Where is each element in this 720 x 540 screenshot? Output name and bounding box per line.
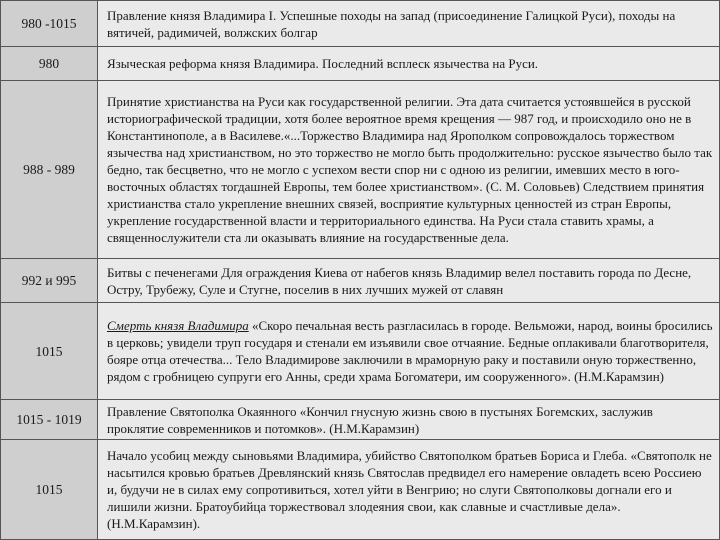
event-cell xyxy=(98,303,720,400)
date-cell: 992 и 995 xyxy=(1,259,98,303)
table-row xyxy=(1,1,720,47)
table-row xyxy=(1,81,720,259)
date-cell: 980 xyxy=(1,47,98,81)
date-cell: 980 -1015 xyxy=(1,1,98,47)
date-cell: 1015 xyxy=(1,303,98,400)
date-cell: 1015 xyxy=(1,440,98,540)
event-cell: Битвы с печенегами Для ограждения Киева от набегов князь Владимир велел поставить города по Десне, Остру, Трубежу, Суле и Стугне, поселив в них лучших мужей от славян xyxy=(98,259,720,303)
table-row xyxy=(1,47,720,81)
table-row xyxy=(1,400,720,440)
date-cell: 1015 - 1019 xyxy=(1,400,98,440)
event-text: «Скоро печальная весть разгласилась в городе. Вельможи, народ, воины бросились в церковь; увидели труп государя и стенали ем изъявили свое отчаяние. Бедные оплакивали благотворителя, бояре отца отечества... Тело Владимирове заключили в мраморную раку и поставили оную торжественно, рядом с гробницею супруги его Анны, среди храма Богоматери, им сооруженного». (Н.М.Карамзин) xyxy=(107,318,713,384)
event-cell: Принятие христианства на Руси как государственной религии. Эта дата считается устоявшейся в русской историографической традиции, хотя более вероятное время крещения — 987 год, и происходило оно не в Константинополе, а в Василеве.«...Торжество Владимира над Ярополком сопровождалось торжеством язычества над христианством, но это торжество не могло быть продолжительно: русское язычество было так бедно, так бесцветно, что не могло с успехом вести спор ни с одною из религии, имевших место в юго-восточных областях тогдашней Европы, тем более христианством». (С. М. Соловьев) Следствием принятия христианства стало укрепление внешних связей, восприятие культурных ценностей из стран Европы, укрепление государственной власти и территориального единства. На Руси стала ставить храмы, а священнослужители ста ли оказывать влияние на государственные дела. xyxy=(98,81,720,259)
table-row xyxy=(1,259,720,303)
event-cell: Правление князя Владимира I. Успешные походы на запад (присоединение Галицкой Руси), походы на вятичей, радимичей, волжских болгар xyxy=(98,1,720,47)
event-cell: Правление Святополка Окаянного «Кончил гнусную жизнь свою в пустынях Богемских, заслужив проклятие современников и потомков». (Н.М.Карамзин) xyxy=(98,400,720,440)
event-cell: Языческая реформа князя Владимира. Последний всплеск язычества на Руси. xyxy=(98,47,720,81)
table-row xyxy=(1,440,720,540)
table-row xyxy=(1,303,720,400)
date-cell: 988 - 989 xyxy=(1,81,98,259)
event-heading: Смерть князя Владимира xyxy=(107,318,249,333)
event-cell: Начало усобиц между сыновьями Владимира, убийство Святополком братьев Бориса и Глеба. «Святополк не насытился кровью братьев Древлянский князь Святослав предвидел его намерение овладеть всею Россиею и, будучи не в силах ему сопротивиться, хотел уйти в Венгрию; но слуги Святополковы догнали его и лишили жизни. Братоубийца торжествовал злодеяния свои, как славные и счастливые дела». (Н.М.Карамзин). xyxy=(98,440,720,540)
